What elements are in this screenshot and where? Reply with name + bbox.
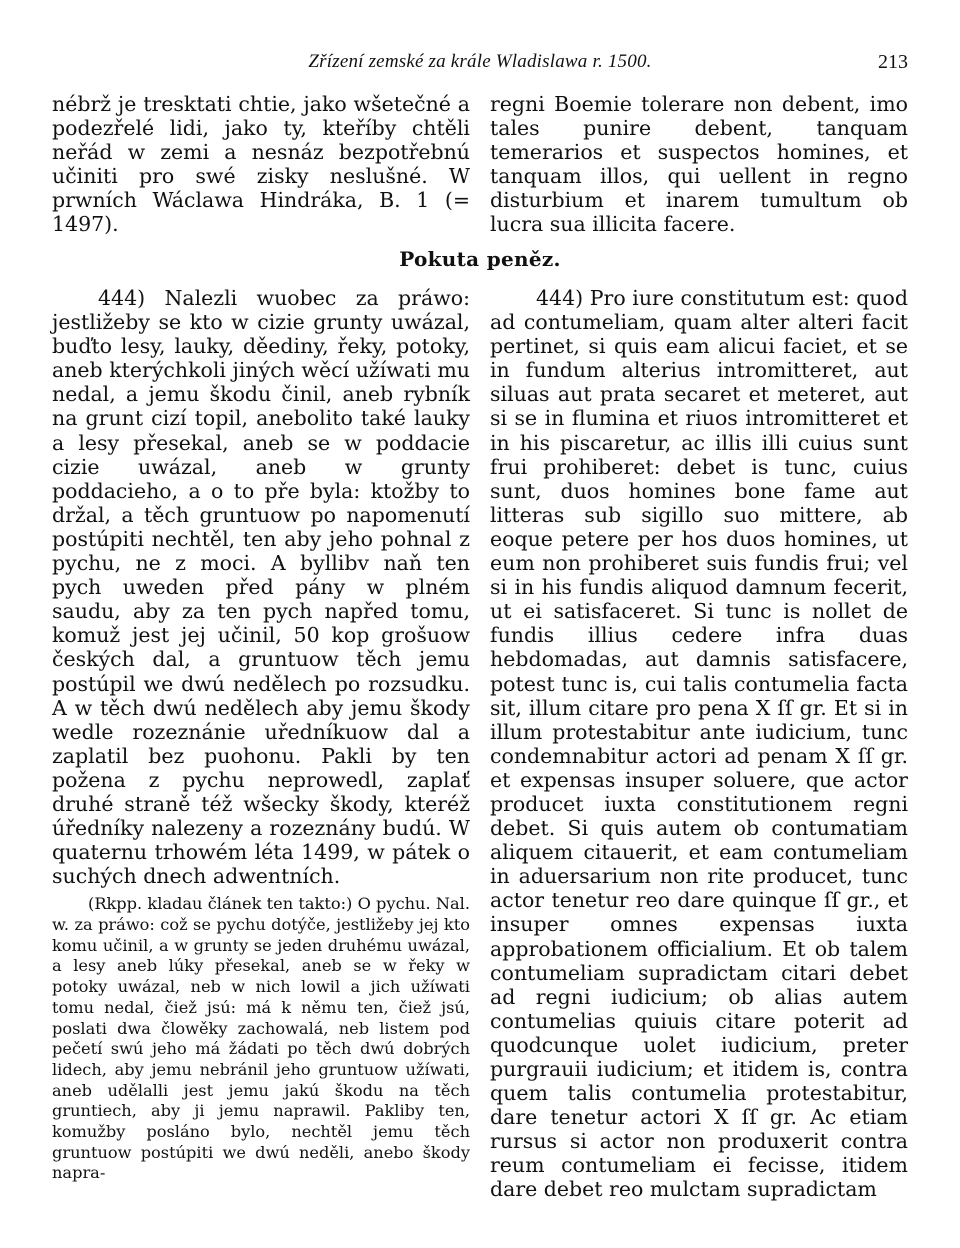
intro-czech-column [52,92,470,237]
article-latin-text: 444) Pro iure constitutum est: quod ad contumeliam, quam alter alteri facit pertinet, si quis eam alicui faciet, et se in fundum alterius intromitteret, aut siluas aut prata secaret et meteret, aut si se in flumina et riuos intromitteret et in his piscaretur, ac illis illi cuius sunt frui prohiberet: debet is tunc, cuius sunt, duos homines bone fame aut litteras sub sigillo suo mittere, ab eoque petere per hos duos homines, ut eum non prohiberet suis fundis frui; vel si in his fundis aliquod damnum fecerit, ut ei satisfaceret. Si tunc is nollet de fundis illius cedere infra duas hebdomadas, aut damnis satisfacere, potest tunc is, cui talis contumelia facta sit, illum citare pro pena X ſſ gr. Et si in illum protestabitur ante iudicium, tunc condemnabitur actori ad penam X ſſ gr. et expensas insuper soluere, que actor producet iuxta constitutionem regni debet. Si quis autem ob contumatiam aliquem citauerit, et eam contumeliam in aduersarium non rite producet, tunc actor tenetur reo dare quinque ſſ gr., et insuper omnes expensas iuxta approbationem officialium. Et ob talem contumeliam supradictam citari debet ad regni iudicium; ob alias autem contumelias quiuis citare poterit ad quodcunque uolet iudicium, preter purgrauii iudicium; et itidem is, contra quem talis contumelia protestabitur, dare tenetur actori X ſſ gr. Ac etiam rursus si actor non produxerit contra reum contumeliam ei fecisse, itidem dare debet reo mulctam supradictam [490,286,908,1202]
section-heading: Pokuta peněz. [399,247,561,271]
page-number: 213 [878,51,908,73]
article-czech-column [52,286,470,1202]
page-header [52,44,908,80]
manuscript-note: (Rkpp. kladau článek ten takto:) O pychu. Nal. w. za práwo: což se pychu dotýče, jestližeby jej kto komu učinil, a w grunty se jeden druhému uwázal, a lesy aneb lúky přesekal, aneb se w řeky w potoky uwázal, neb w nich lowil a jich užíwati tomu nedal, čiež jsú: má k němu ten, čiež jsú, poslati dwa člowěky zachowalá, neb listem pod pečetí swú jeho má žádati po těch dwú dobrých lidech, aby jemu nebránil jeho gruntuow užíwati, aneb udělalli jest jemu jakú škodu na těch gruntiech, aby ji jemu naprawil. Pakliby ten, komužby posláno bylo, nechtěl jemu těch gruntuow postúpiti we dwú neděli, anebo škody napra- [52,894,470,1183]
article-columns [52,286,908,1202]
running-title: Zřízení zemské za krále Wladislawa r. 1500. [308,51,652,72]
intro-latin-text: regni Boemie tolerare non debent, imo tales punire debent, tanquam temerarios et suspectos homines, et tanquam illos, qui uellent in regno disturbium et inarem tumultum ob lucra sua illicita facere. [490,92,908,237]
intro-columns [52,92,908,237]
intro-czech-text: nébrž je tresktati chtie, jako wšetečné a podezřelé lidi, jako ty, kteříby chtěli neřád w zemi a nesnáz bezpotřebnú učiniti pro swé zisky neslušné. W prwních Wáclawa Hindráka, B. 1 (= 1497). [52,92,470,237]
intro-latin-column [490,92,908,237]
article-latin-column [490,286,908,1202]
document-page [52,44,908,1224]
article-czech-text: 444) Nalezli wuobec za práwo: jestližeby se kto w cizie grunty uwázal, buďto lesy, lauky, děediny, řeky, potoky, aneb kterýchkoli jiných wěcí užíwati mu nedal, a jemu škodu činil, aneb rybník na grunt cizí topil, anebolito také lauky a lesy přesekal, aneb se w poddacie cizie uwázal, aneb w grunty poddacieho, a o to pře byla: ktožby to držal, a těch gruntuow po napomenutí postúpiti nechtěl, ten aby jeho pohnal z pychu, ne z moci. A byllibv naň ten pych uweden před pány w plném saudu, aby za ten pych napřed tomu, komuž jest jej učinil, 50 kop grošuow českých dal, a gruntuow těch jemu postúpil we dwú nedělech po rozsudku. A w těch dwú nedělech aby jemu škody wedle rozeznánie uředníkuow dal a zaplatil bez puohonu. Pakli by ten požena z pychu neprowedl, zaplať druhé straně též wšecky škody, kteréž úředníky nalezeny a rozeznány budú. W quaternu trhowém léta 1499, w pátek o suchých dnech adwentních. [52,286,470,889]
